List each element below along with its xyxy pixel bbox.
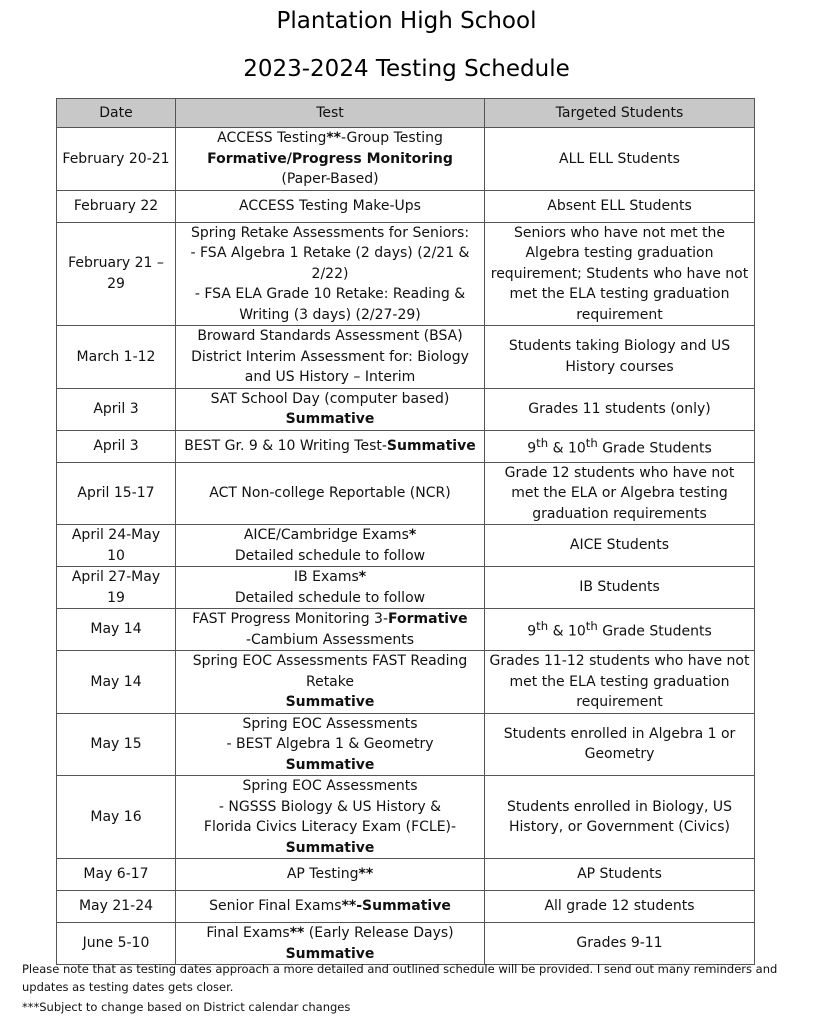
test-cell: AP Testing** <box>176 859 485 891</box>
table-row <box>57 609 755 651</box>
date-cell: April 3 <box>57 430 176 462</box>
test-cell: IB Exams* Detailed schedule to follow <box>176 567 485 609</box>
footer-disclaimer: ***Subject to change based on District calendar changes <box>22 1000 351 1014</box>
table-row <box>57 567 755 609</box>
date-cell: June 5-10 <box>57 923 176 965</box>
date-cell: April 15-17 <box>57 462 176 525</box>
date-cell: May 6-17 <box>57 859 176 891</box>
test-cell: Broward Standards Assessment (BSA) District Interim Assessment for: Biology and US History – Interim <box>176 326 485 389</box>
date-cell: May 15 <box>57 713 176 776</box>
date-cell: February 22 <box>57 190 176 222</box>
date-cell: April 27-May 19 <box>57 567 176 609</box>
table-row <box>57 430 755 462</box>
page-title: 2023-2024 Testing Schedule <box>243 56 570 82</box>
table-row <box>57 713 755 776</box>
test-cell: Spring Retake Assessments for Seniors: - FSA Algebra 1 Retake (2 days) (2/21 & 2/22) - FSA ELA Grade 10 Retake: Reading & Writing (3 days) (2/27-29) <box>176 222 485 326</box>
students-cell: Grades 11 students (only) <box>485 388 755 430</box>
table-row <box>57 388 755 430</box>
students-cell: Students enrolled in Biology, US History, or Government (Civics) <box>485 776 755 859</box>
test-cell: ACT Non-college Reportable (NCR) <box>176 462 485 525</box>
date-cell: March 1-12 <box>57 326 176 389</box>
table-row <box>57 525 755 567</box>
test-cell: AICE/Cambridge Exams* Detailed schedule to follow <box>176 525 485 567</box>
students-cell: AP Students <box>485 859 755 891</box>
table-row <box>57 222 755 326</box>
table-header-row <box>57 99 755 128</box>
students-cell: Grade 12 students who have not met the ELA or Algebra testing graduation requirements <box>485 462 755 525</box>
test-cell: Spring EOC Assessments - NGSSS Biology & US History & Florida Civics Literacy Exam (FCLE)- Summative <box>176 776 485 859</box>
date-cell: April 3 <box>57 388 176 430</box>
table-row <box>57 859 755 891</box>
date-cell: February 20-21 <box>57 128 176 191</box>
test-cell: FAST Progress Monitoring 3-Formative -Cambium Assessments <box>176 609 485 651</box>
students-cell: Students enrolled in Algebra 1 or Geometry <box>485 713 755 776</box>
date-cell: May 14 <box>57 651 176 714</box>
table-row <box>57 190 755 222</box>
date-cell: February 21 – 29 <box>57 222 176 326</box>
footer-note: Please note that as testing dates approach a more detailed and outlined schedule will be provided. I send out many reminders and updates as testing dates gets closer. <box>22 962 778 994</box>
test-cell: ACCESS Testing**-Group Testing Formative/Progress Monitoring (Paper-Based) <box>176 128 485 191</box>
date-cell: May 14 <box>57 609 176 651</box>
students-cell: All grade 12 students <box>485 891 755 923</box>
column-header-date: Date <box>57 99 176 128</box>
students-cell: Seniors who have not met the Algebra testing graduation requirement; Students who have not met the ELA testing graduation requirement <box>485 222 755 326</box>
test-cell: BEST Gr. 9 & 10 Writing Test-Summative <box>176 430 485 462</box>
date-cell: May 21-24 <box>57 891 176 923</box>
school-name: Plantation High School <box>276 8 537 34</box>
table-row <box>57 923 755 965</box>
students-cell: Students taking Biology and US History courses <box>485 326 755 389</box>
test-cell: Final Exams** (Early Release Days) Summative <box>176 923 485 965</box>
column-header-test: Test <box>176 99 485 128</box>
test-cell: Senior Final Exams**-Summative <box>176 891 485 923</box>
test-cell: Spring EOC Assessments FAST Reading Retake Summative <box>176 651 485 714</box>
students-cell: IB Students <box>485 567 755 609</box>
testing-schedule-table <box>56 98 755 965</box>
table-row <box>57 891 755 923</box>
date-cell: April 24-May 10 <box>57 525 176 567</box>
students-cell: AICE Students <box>485 525 755 567</box>
table-row <box>57 776 755 859</box>
students-cell: 9th & 10th Grade Students <box>485 609 755 651</box>
test-cell: SAT School Day (computer based) Summative <box>176 388 485 430</box>
date-cell: May 16 <box>57 776 176 859</box>
students-cell: Absent ELL Students <box>485 190 755 222</box>
students-cell: Grades 9-11 <box>485 923 755 965</box>
table-row <box>57 651 755 714</box>
column-header-targeted-students: Targeted Students <box>485 99 755 128</box>
table-row <box>57 462 755 525</box>
table-row <box>57 326 755 389</box>
test-cell: ACCESS Testing Make-Ups <box>176 190 485 222</box>
table-row <box>57 128 755 191</box>
students-cell: ALL ELL Students <box>485 128 755 191</box>
test-cell: Spring EOC Assessments - BEST Algebra 1 & Geometry Summative <box>176 713 485 776</box>
students-cell: 9th & 10th Grade Students <box>485 430 755 462</box>
students-cell: Grades 11-12 students who have not met the ELA testing graduation requirement <box>485 651 755 714</box>
